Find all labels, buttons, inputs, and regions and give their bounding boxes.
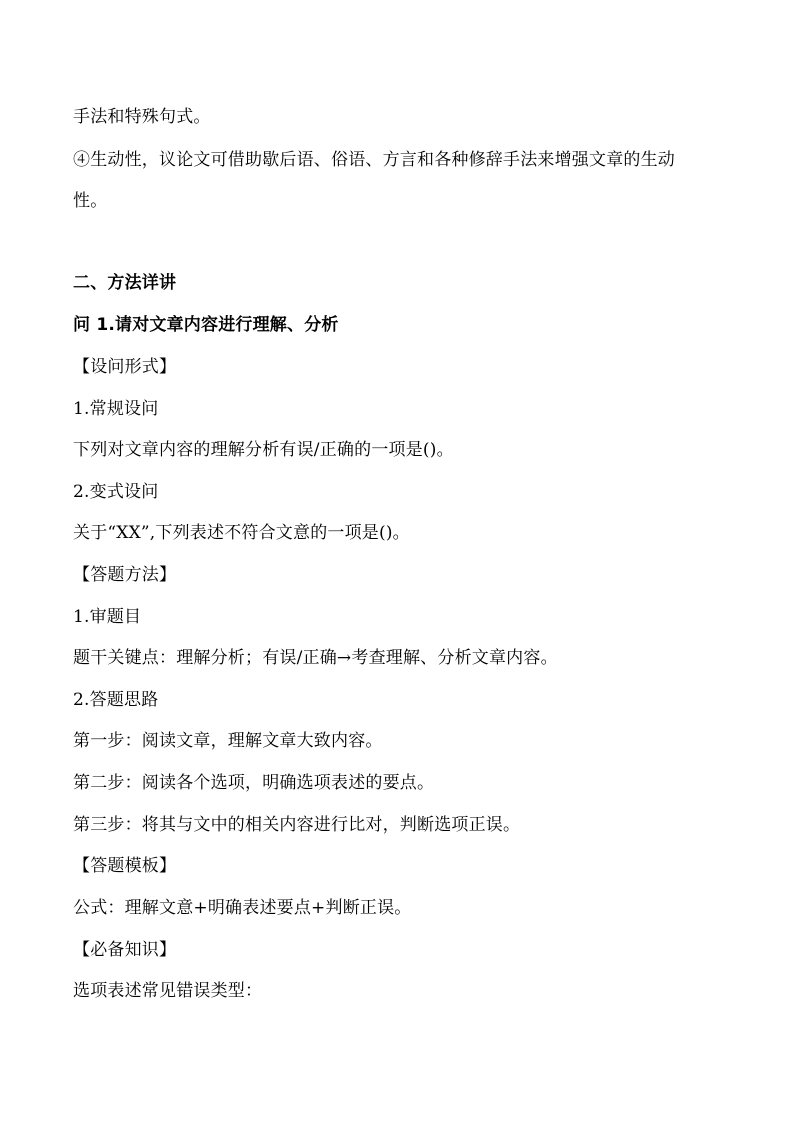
section-heading: 二、方法详讲 [73,273,177,293]
list-item-review-question: 1.审题目 [73,607,142,627]
paragraph-step-three: 第三步：将其与文中的相关内容进行比对，判断选项正误。 [73,815,521,835]
list-item-variant-question: 2.变式设问 [73,482,159,502]
paragraph-regular-question: 下列对文章内容的理解分析有误/正确的一项是()。 [73,440,454,460]
paragraph-step-two: 第二步：阅读各个选项，明确选项表述的要点。 [73,773,435,793]
paragraph-continuation: 手法和特殊句式。 [73,107,211,127]
paragraph-vividness: ④生动性，议论文可借助歇后语、俗语、方言和各种修辞手法来增强文章的生动 [73,150,675,170]
subheading-answer-method: 【答题方法】 [73,565,177,585]
paragraph-formula: 公式：理解文意+明确表述要点+判断正误。 [73,898,412,918]
question-heading: 问 1.请对文章内容进行理解、分析 [73,315,339,335]
paragraph-error-types: 选项表述常见错误类型： [73,981,263,1001]
list-item-answer-approach: 2.答题思路 [73,690,159,710]
subheading-answer-template: 【答题模板】 [73,856,177,876]
paragraph-variant-question: 关于“XX”,下列表述不符合文意的一项是()。 [73,523,410,543]
paragraph-step-one: 第一步：阅读文章，理解文章大致内容。 [73,731,383,751]
paragraph-key-points: 题干关键点：理解分析；有误/正确→考查理解、分析文章内容。 [73,648,558,668]
paragraph-vividness-end: 性。 [73,191,108,211]
list-item-regular-question: 1.常规设问 [73,399,159,419]
subheading-question-form: 【设问形式】 [73,357,177,377]
subheading-required-knowledge: 【必备知识】 [73,940,177,960]
